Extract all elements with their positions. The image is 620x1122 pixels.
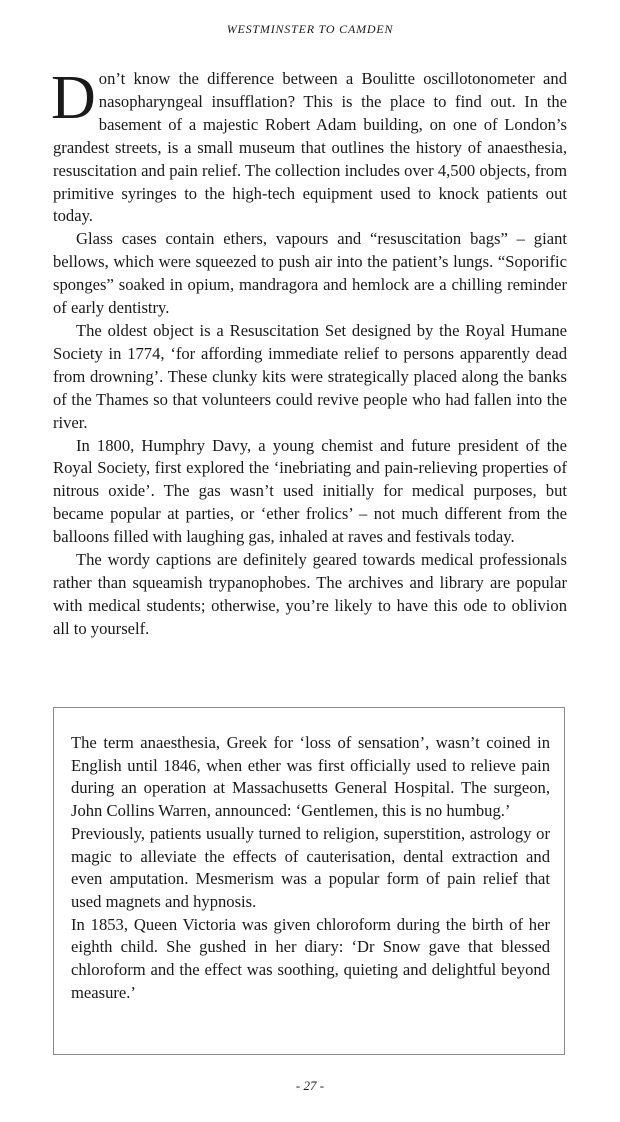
paragraph-5: The wordy captions are definitely geared towards medical professionals rather than squeamish trypanophobes. The archives and library are popular with medical students; otherwise, you’re likely to have this ode to oblivion all to yourself.: [53, 550, 567, 638]
paragraph-1-text: on’t know the difference between a Boulitte oscillotonometer and nasopharyngeal insufflation? This is the place to find out. In the basement of a majestic Robert Adam building, on one of London’s grandest streets, is a small museum that outlines the history of anaesthesia, resuscitation and pain relief. The collection includes over 4,500 objects, from primitive syringes to the high-tech equipment used to knock patients out today.: [53, 69, 567, 226]
paragraph-3: The oldest object is a Resuscitation Set designed by the Royal Humane Society in 1774, ‘for affording immediate relief to persons apparently dead from drowning’. These clunky kits were strategically placed along the banks of the Thames so that volunteers could revive people who had fallen into the river.: [53, 320, 567, 432]
box-paragraph-2: Previously, patients usually turned to religion, superstition, astrology or magic to alleviate the effects of cauterisation, dental extraction and even amputation. Mesmerism was a popular form of pain relief that used magnets and hypnosis.: [71, 823, 550, 911]
box-paragraph-1: The term anaesthesia, Greek for ‘loss of sensation’, wasn’t coined in English until 1846, when ether was first officially used to relieve pain during an operation at Massachusetts General Hospital. The surgeon, John Collins Warren, announced: ‘Gentlemen, this is no humbug.’: [71, 733, 550, 821]
main-text: [51, 64, 567, 641]
paragraph-1: [51, 64, 567, 228]
running-head: WESTMINSTER TO CAMDEN: [226, 22, 394, 36]
sidebar-box: [53, 707, 565, 1055]
sidebar-box-text: [71, 732, 550, 1004]
paragraph-2: Glass cases contain ethers, vapours and “resuscitation bags” – giant bellows, which were squeezed to push air into the patient’s lungs. “Soporific sponges” soaked in opium, mandragora and hemlock are a chilling reminder of early dentistry.: [53, 229, 567, 318]
paragraph-4: In 1800, Humphry Davy, a young chemist and future president of the Royal Society, first explored the ‘inebriating and pain-relieving properties of nitrous oxide’. The gas wasn’t used initially for medical purposes, but became popular at parties, or ‘ether frolics’ – not much different from the balloons filled with laughing gas, inhaled at raves and festivals today.: [53, 435, 567, 547]
drop-cap: D: [51, 64, 96, 132]
page-number: - 27 -: [295, 1078, 325, 1093]
box-paragraph-3: In 1853, Queen Victoria was given chloroform during the birth of her eighth child. She gushed in her diary: ‘Dr Snow gave that blessed chloroform and the effect was soothing, quieting and delightful beyond measure.’: [71, 914, 550, 1002]
